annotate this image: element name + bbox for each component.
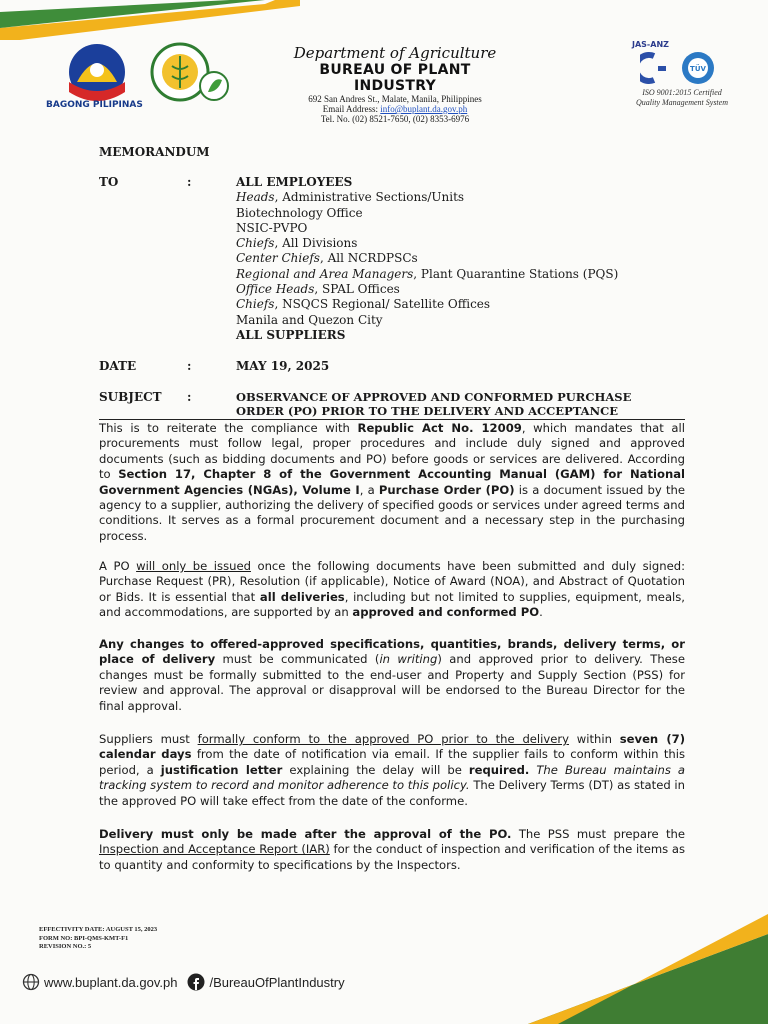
footer-gold-band	[528, 914, 768, 1024]
recipient-item	[236, 221, 618, 236]
text-run: is a document issued by the agency to a supplier, authorizing the delivery of specified goods or services under agreed terms and conditions. It serves as a formal procurement document and a necessary step in the purchasing process.	[99, 482, 685, 543]
website-link[interactable]: www.buplant.da.gov.ph	[44, 974, 178, 990]
header-gold-band	[0, 0, 300, 40]
text-run: Delivery must only be made after the approval of the PO.	[99, 827, 512, 841]
recipient-role: Office Heads	[236, 282, 315, 297]
text-run: formally conform to the approved PO prior to the delivery	[197, 732, 569, 746]
paragraph-3	[99, 637, 685, 714]
facebook-link[interactable]: /BureauOfPlantIndustry	[209, 974, 345, 990]
memo-title: MEMORANDUM	[99, 145, 210, 159]
recipient-office: , SPAL Offices	[314, 282, 400, 297]
paragraph-4	[99, 732, 685, 809]
jas-anz-label: JAS-ANZ	[632, 40, 669, 49]
bureau-address: 692 San Andres St., Malate, Manila, Philippines	[308, 94, 482, 104]
text-run: seven (7) calendar days	[99, 732, 685, 762]
recipient-role: Chiefs	[236, 297, 275, 312]
department-name: Department of Agriculture	[293, 44, 497, 62]
paragraph-5	[99, 827, 685, 873]
globe-icon	[22, 973, 40, 991]
telephone-line: Tel. No. (02) 8521-7650, (02) 8353-6976	[320, 114, 470, 124]
text-run: in writing	[379, 652, 438, 667]
recipient-office: , Plant Quarantine Stations (PQS)	[413, 266, 619, 281]
iso-line-1: ISO 9001:2015 Certified	[642, 88, 722, 97]
text-run: , including but not limited to supplies, equipment, meals, and accommodations, are supported by an	[99, 589, 685, 620]
recipient-item	[236, 206, 618, 221]
revision-number: REVISION NO.: 5	[39, 943, 92, 950]
text-run: from the date of notification via email. If the supplier fails to conform within this period, a	[99, 747, 685, 777]
text-run: A PO	[99, 559, 137, 573]
recipient-item	[236, 282, 618, 297]
text-run: once the following documents have been submitted and duly signed: Purchase Request (PR), Resolution (if applicable), Notice of Award (NOA), and Abstract of Quotation or Bids. It is essential that	[99, 559, 685, 604]
email-line	[280, 104, 510, 114]
text-run: The Bureau maintains a tracking system to record and monitor adherence to this policy.	[99, 762, 685, 793]
recipient-office: , Administrative Sections/Units	[274, 190, 465, 205]
text-run: .	[539, 605, 543, 620]
memo-date: MAY 19, 2025	[236, 359, 330, 373]
text-run: Republic Act No. 12009	[357, 421, 522, 435]
to-colon: :	[187, 175, 192, 189]
recipient-office: ALL SUPPLIERS	[236, 327, 346, 342]
text-run: The Delivery Terms (DT) as stated in the approved PO will take effect from the date of the conforme.	[99, 778, 685, 808]
text-run: Any changes to offered-approved specifications, quantities, brands, delivery terms, or place of delivery	[99, 637, 685, 667]
subject-label: SUBJECT	[99, 390, 162, 404]
iso-certification	[612, 88, 752, 109]
recipient-office: , NSQCS Regional/ Satellite Offices	[274, 297, 491, 312]
letterhead	[280, 44, 510, 124]
text-run: , a	[359, 482, 379, 497]
email-link[interactable]: info@buplant.da.gov.ph	[380, 104, 468, 114]
footer-contacts	[22, 973, 345, 991]
recipient-item	[236, 328, 618, 343]
recipient-office: Manila and Quezon City	[236, 312, 383, 327]
recipient-office: Biotechnology Office	[236, 205, 363, 220]
text-run: ) and approved prior to delivery. These changes must be formally submitted to the end-user and Property and Supply Section (PSS) for review and approval. The approval or disapproval will be endorsed to the Bureau Director for the final approval.	[99, 652, 685, 713]
text-run: approved and conformed PO	[352, 605, 540, 620]
text-run: will only be issued	[136, 559, 251, 573]
text-run: within	[569, 732, 620, 746]
recipient-role: Heads	[236, 190, 275, 205]
recipient-role: Center Chiefs	[236, 251, 320, 266]
text-run: justification letter	[160, 762, 283, 777]
text-run: Purchase Order (PO)	[378, 482, 515, 497]
bureau-name: BUREAU OF PLANT INDUSTRY	[319, 62, 471, 94]
certification-logo	[640, 50, 730, 86]
iso-line-2: Quality Management System	[636, 98, 728, 108]
recipient-office: , All NCRDPSCs	[319, 251, 418, 266]
date-label: DATE	[99, 359, 137, 373]
recipient-item	[236, 251, 618, 266]
recipient-role: Chiefs	[236, 236, 275, 251]
form-number: FORM NO: BPI-QMS-KMT-F1	[39, 934, 129, 942]
recipient-office: , All Divisions	[274, 236, 358, 251]
svg-text:TÜV: TÜV	[690, 65, 706, 73]
text-run: Suppliers must	[99, 732, 198, 746]
to-label: TO	[99, 175, 119, 189]
recipient-item	[236, 236, 618, 251]
facebook-group	[187, 973, 344, 991]
text-run: required.	[468, 762, 530, 777]
subject-divider	[99, 419, 685, 420]
recipient-role: Regional and Area Managers	[236, 266, 414, 281]
recipient-item	[236, 267, 618, 282]
facebook-icon	[187, 973, 205, 991]
text-run: for the conduct of inspection and verification of the items as to quantity and conformity to specifications by the Inspectors.	[99, 842, 686, 872]
text-run: The PSS must prepare the	[511, 827, 685, 841]
recipient-office: ALL EMPLOYEES	[236, 175, 353, 189]
effectivity-date: EFFECTIVITY DATE: AUGUST 15, 2023	[39, 926, 158, 933]
subject-line-1: OBSERVANCE OF APPROVED AND CONFORMED PURCHASE	[236, 390, 632, 404]
bagong-pilipinas-label: BAGONG PILIPINAS	[46, 100, 143, 110]
subject-colon: :	[187, 390, 192, 404]
text-run: Inspection and Acceptance Report (IAR)	[99, 842, 330, 857]
text-run: Section 17, Chapter 8 of the Government Accounting Manual (GAM) for National Government Agencies (NGAs), Volume I	[99, 467, 686, 497]
bureau-of-plant-industry-seal	[198, 70, 230, 102]
subject-line-2: ORDER (PO) PRIOR TO THE DELIVERY AND ACCEPTANCE	[236, 404, 618, 418]
text-run: This is to reiterate the compliance with	[99, 421, 358, 435]
memo-subject	[236, 390, 631, 418]
document-control-info	[39, 926, 157, 952]
date-colon: :	[187, 359, 192, 373]
recipient-item	[236, 313, 618, 328]
recipient-item	[236, 297, 618, 312]
paragraph-1	[99, 421, 685, 544]
text-run: must be communicated (	[215, 652, 380, 667]
recipient-list	[236, 175, 618, 343]
paragraph-2	[99, 559, 685, 621]
recipient-office: NSIC-PVPO	[236, 220, 308, 235]
email-label: Email Address:	[322, 104, 381, 114]
text-run: explaining the delay will be	[282, 762, 469, 777]
recipient-item	[236, 175, 618, 190]
recipient-item	[236, 190, 618, 205]
text-run: , which mandates that all procurements must follow legal, proper procedures and include duly signed and approved documents (such as bidding documents and PO) before goods or services are delivered. According to	[99, 421, 685, 482]
text-run: all deliveries	[259, 589, 345, 604]
